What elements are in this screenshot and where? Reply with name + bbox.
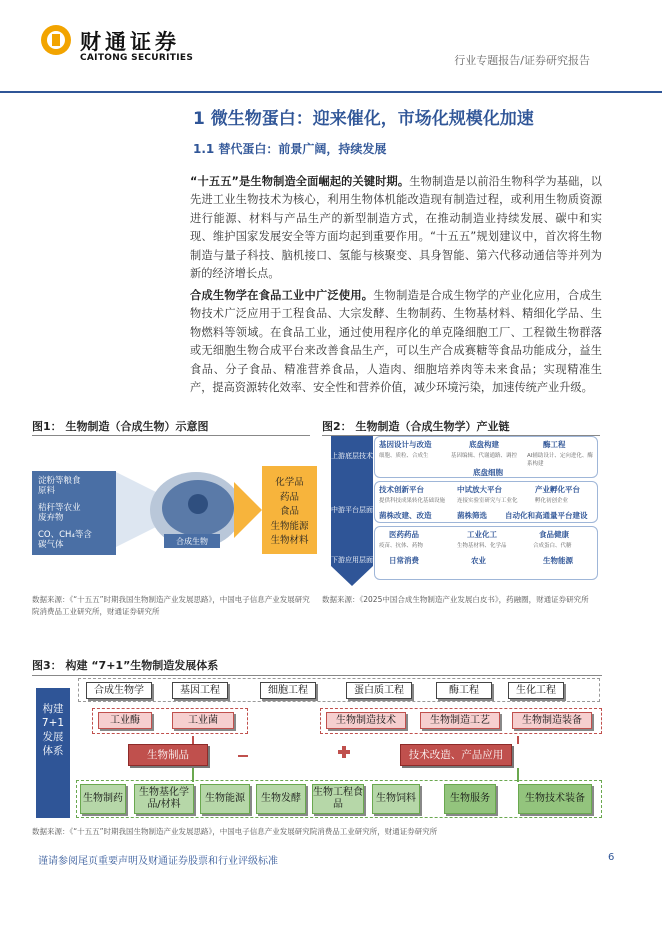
- midstream-note: 连接实验室研究与工业化: [457, 498, 518, 504]
- stage-label: 下游应用层面: [331, 556, 373, 564]
- upstream-item: 基因设计与改造: [379, 440, 432, 449]
- product-item: 工业酶: [98, 712, 152, 729]
- midstream-extra: 菌株改建、改造: [379, 511, 432, 520]
- company-name-cn: 财通证券: [80, 30, 180, 54]
- downstream-note: 合成蛋白、代糖: [533, 543, 572, 549]
- figure1-rule: [32, 435, 310, 436]
- paragraph-lead: 合成生物学在食品工业中广泛使用。: [190, 289, 374, 302]
- output-item: 化学品: [275, 477, 304, 488]
- figure1-source: 数据来源：《“十五五”时期我国生物制造产业发展思路》，中国电子信息产业发展研究院消费品工业研究所，财通证券研究所: [32, 595, 310, 616]
- tech-item: 生化工程: [508, 682, 564, 699]
- midstream-extra: 菌株筛选: [457, 511, 487, 520]
- paragraph-body: 生物制造是以前沿生物科学为基础，以先进工业生物技术为核心，利用生物体机能改造现有制造过程，或利用生物质资源进行能源、材料与产品生产的新型制造方式，在推动制造业持续发展、碳中和实现、维护国家发展安全等方面均起到重要作用。“十五五”规划建议中，首次将生物制造与量子科技、脑机接口、氢能与核聚变、具身智能、第六代移动通信等并列为新的经济增长点。: [190, 175, 602, 281]
- industry-item: 生物能源: [200, 784, 250, 814]
- upstream-note: 细胞、质粒、合成生: [379, 453, 429, 459]
- figure1-outputs: [262, 466, 317, 554]
- downstream-item: 食品健康: [539, 530, 569, 539]
- midstream-panel: [374, 481, 598, 523]
- stage-label: 中游平台层面: [331, 506, 373, 514]
- downstream-item: 工业化工: [467, 530, 497, 539]
- midstream-item: 中试放大平台: [457, 485, 502, 494]
- paragraph-lead: “十五五”是生物制造全面崛起的关键时期。: [190, 175, 410, 188]
- tech-item: 合成生物学: [86, 682, 152, 699]
- stage-label: 上游底层技术: [331, 452, 373, 460]
- industry-item: 生物工程食品: [312, 784, 364, 814]
- tech-item: 基因工程: [172, 682, 228, 699]
- footer-disclaimer: 谨请参阅尾页重要声明及财通证券股票和行业评级标准: [38, 856, 278, 867]
- upstream-item: 酶工程: [543, 440, 566, 449]
- process-item: 生物制造装备: [512, 712, 592, 729]
- midstream-note: 提供科技成果转化基础设施: [379, 498, 446, 504]
- industry-item: 生物服务: [444, 784, 496, 814]
- figure1-inputs: [32, 471, 116, 555]
- industry-item: 生物制药: [80, 784, 126, 814]
- input-item: 淀粉等粮食原料: [38, 476, 81, 496]
- tech-application-node: 技术改造、产品应用: [400, 744, 512, 766]
- downstream-note: 疫苗、抗体、药物: [379, 543, 424, 549]
- center-label: 合成生物: [176, 537, 208, 546]
- upstream-note: AI辅助设计、定向进化、酶系构建: [527, 453, 593, 467]
- midstream-note: 孵化初创企业: [535, 498, 569, 504]
- process-item: 生物制造技术: [326, 712, 406, 729]
- company-logo: [40, 22, 72, 58]
- tech-item: 细胞工程: [260, 682, 316, 699]
- industry-item: 生物发酵: [256, 784, 306, 814]
- section-heading: 1 微生物蛋白：迎来催化，市场化规模化加速: [193, 109, 534, 129]
- process-item: 生物制造工艺: [420, 712, 500, 729]
- downstream-extra: 生物能源: [543, 556, 573, 565]
- downstream-extra: 农业: [471, 556, 486, 565]
- upstream-note: 基因编辑、代谢通路、调控: [451, 453, 518, 459]
- midstream-item: 技术创新平台: [379, 485, 424, 494]
- downstream-panel: [374, 526, 598, 580]
- input-item: 秸秆等农业废弃物: [38, 503, 81, 523]
- figure2-source: 数据来源：《2025中国合成生物制造产业发展白皮书》，药融圈，财通证券研究所: [322, 595, 589, 604]
- industry-item: 生物饲料: [372, 784, 420, 814]
- figure3-rule: [32, 675, 602, 676]
- industry-item: 生物技术装备: [518, 784, 592, 814]
- figure2-title: 图2： 生物制造（合成生物学）产业链: [322, 420, 510, 433]
- paragraph-1: [190, 173, 602, 283]
- page-number: 6: [608, 852, 615, 863]
- downstream-note: 生物基材料、化学品: [457, 543, 507, 549]
- upstream-item: 底盘构建: [469, 440, 499, 449]
- upstream-panel: [374, 436, 598, 478]
- paragraph-2: [190, 287, 602, 397]
- downstream-item: 医药药品: [389, 530, 419, 539]
- output-item: 生物材料: [270, 535, 309, 546]
- downstream-extra: 日常消费: [389, 556, 419, 565]
- report-category: 行业专题报告/证券研究报告: [454, 54, 590, 67]
- tech-item: 酶工程: [436, 682, 492, 699]
- figure1-cell-graphic: [116, 462, 262, 557]
- stage-arrow: [331, 436, 373, 586]
- output-item: 药品: [279, 491, 299, 503]
- output-item: 食品: [279, 506, 299, 517]
- product-item: 工业菌: [172, 712, 234, 729]
- midstream-extra: 自动化和高通量平台建设: [505, 511, 588, 520]
- input-item: CO、CH₄等含碳气体: [38, 530, 92, 550]
- output-item: 生物能源: [270, 520, 309, 532]
- paragraph-body: 生物制造是合成生物学的产业化应用，合成生物技术广泛应用于工程食品、大宗发酵、生物制药、生物基材料、精细化学品、生物燃料等领域。在食品工业，通过使用程序化的单克隆细胞工厂、工程微生物群落或无细胞生物合成平台来改善食品生产，可以生产合成赛糖等食品功能成分，益生食品、分子食品、精准营养食品，人造肉、细胞培养肉等未来食品；实现精准生产，提高资源转化效率、安全性和营养价值，减少环境污染，加速传统产业升级。: [190, 289, 602, 395]
- tech-item: 蛋白质工程: [346, 682, 412, 699]
- figure3-title: 图3： 构建 “7+1”生物制造发展体系: [32, 659, 219, 672]
- company-name-en: CAITONG SECURITIES: [80, 53, 194, 63]
- industry-item: 生物基化学品/材料: [134, 784, 194, 814]
- upstream-extra: 底盘细胞: [473, 468, 503, 477]
- bio-products-node: 生物制品: [128, 744, 208, 766]
- subsection-heading: 1.1 替代蛋白：前景广阔，持续发展: [193, 142, 387, 156]
- figure3-source: 数据来源：《“十五五”时期我国生物制造产业发展思路》，中国电子信息产业发展研究院消费品工业研究所，财通证券研究所: [32, 827, 438, 836]
- side-label: 构建7+1发展体系: [36, 688, 70, 818]
- midstream-item: 产业孵化平台: [535, 485, 580, 494]
- figure1-title: 图1： 生物制造（合成生物）示意图: [32, 420, 209, 433]
- header-divider: [0, 91, 662, 93]
